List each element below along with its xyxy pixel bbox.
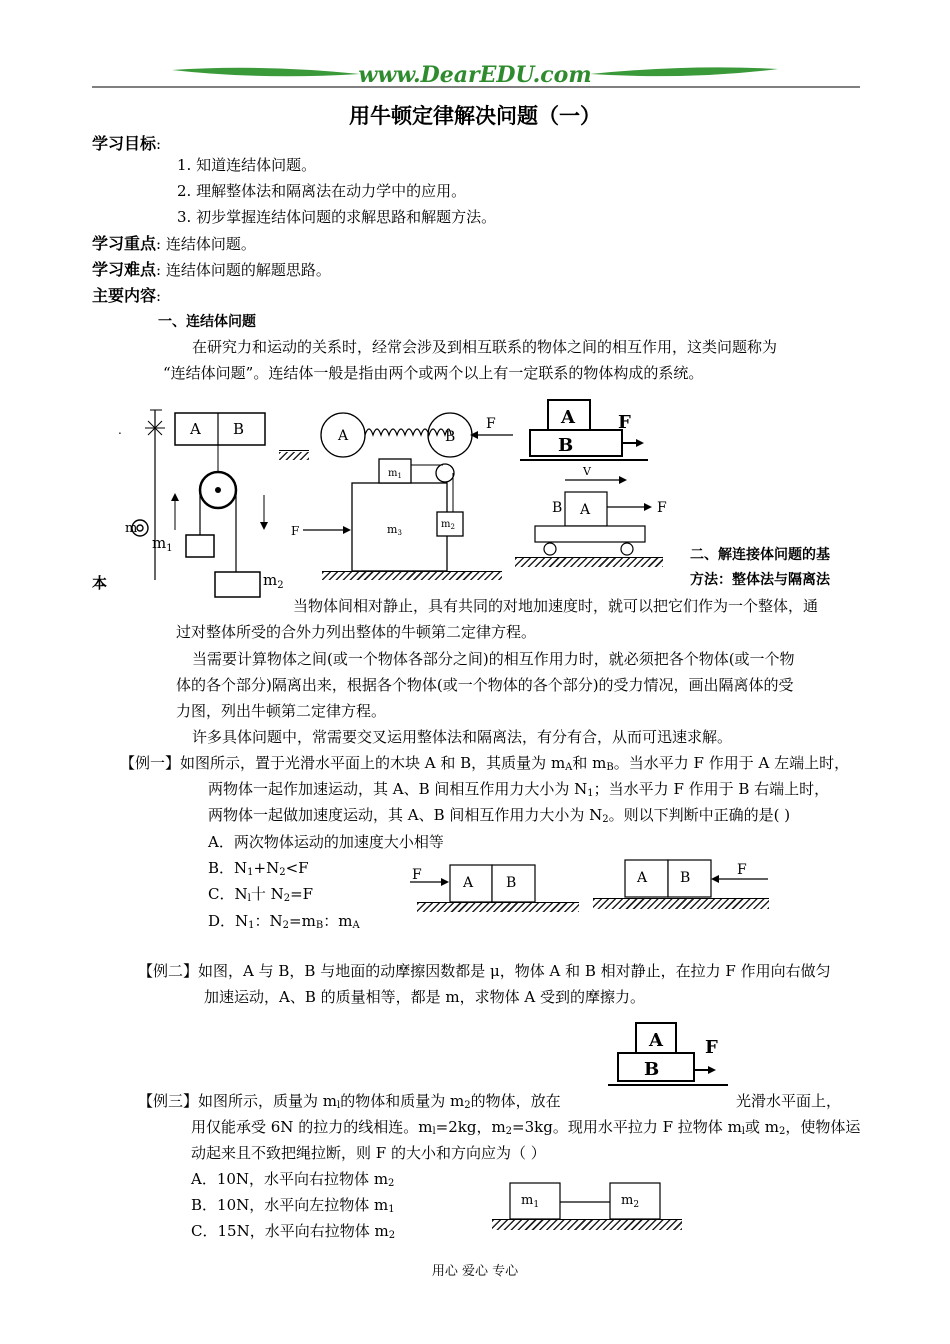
example1-line3: 两物体一起做加速度运动，其 A、B 间相互作用力大小为 $N_2$。则以下判断中正确的是( )	[208, 806, 791, 825]
example1-fig-right	[620, 857, 800, 902]
cart-figure	[520, 465, 680, 565]
logo-swoosh-right	[590, 67, 778, 76]
m3-ground	[322, 572, 502, 580]
stack-figure	[518, 398, 668, 468]
svg-text:m2: $m_2$	[441, 519, 455, 531]
section1-para-line1: 在研究力和运动的关系时，经常会涉及到相互联系的物体之间的相互作用，这类问题称为	[192, 338, 778, 356]
svg-text:m2: $m_2$	[263, 571, 284, 591]
section2-p3: 许多具体问题中，常需要交叉运用整体法和隔离法，有分有合，从而可迅速求解。	[192, 728, 733, 746]
objective-1: 1. 知道连结体问题。	[177, 156, 317, 174]
svg-text:B: B	[506, 875, 517, 891]
section1-heading: 一、连结体问题	[158, 314, 256, 330]
pulley-stray-m: m	[125, 521, 138, 536]
main-content-row: 主要内容:	[92, 286, 162, 305]
key-point-text: : 连结体问题。	[156, 235, 256, 253]
cart-wheel-left	[544, 543, 556, 555]
example3-option-c: C．15N，水平向右拉物体 $m_2$	[191, 1222, 396, 1241]
example1-option-b: B．$N_1+N_2<F$	[208, 859, 309, 878]
svg-text:A: A	[338, 428, 349, 444]
svg-text:B: B	[558, 435, 574, 456]
example3-line3: 动起来且不致把绳拉断，则 F 的大小和方向应为（ ）	[191, 1144, 546, 1162]
section2-p1-line1: 当物体间相对静止，具有共同的对地加速度时，就可以把它们作为一个整体，通	[293, 597, 819, 615]
example3-line1: 【例三】如图所示，质量为 $m_l$的物体和质量为 $m_2$的物体，放在	[138, 1092, 561, 1111]
svg-text:B: B	[445, 429, 456, 445]
svg-text:.: .	[118, 423, 122, 437]
ex3-ground	[492, 1220, 682, 1230]
svg-text:m1: $m_1$	[152, 534, 173, 554]
cart-wheel-right	[621, 543, 633, 555]
svg-text:m1: $m_1$	[521, 1193, 540, 1210]
section2-heading-line2: 方法：整体法与隔离法	[690, 572, 830, 588]
svg-text:m3: m3	[387, 523, 402, 537]
svg-text:F: F	[737, 862, 747, 878]
header-logo	[0, 0, 950, 100]
example2-fig	[608, 1020, 758, 1090]
example3-line1-end: 光滑水平面上，	[736, 1092, 842, 1110]
mass-m2	[215, 572, 260, 597]
cart-body	[535, 526, 645, 542]
svg-text:F: F	[412, 867, 422, 883]
objectives-label-row: 学习目标:	[92, 134, 162, 153]
spring-figure	[318, 410, 518, 460]
objective-2: 2. 理解整体法和隔离法在动力学中的应用。	[177, 182, 467, 200]
difficulty-row	[92, 257, 331, 283]
svg-text:A: A	[580, 502, 591, 518]
svg-text:B: B	[680, 870, 691, 886]
example2-line2: 加速运动，A、B 的质量相等，都是 m，求物体 A 受到的摩擦力。	[204, 988, 645, 1006]
pulley-block-a	[175, 413, 265, 445]
pulley-label-b: B	[233, 420, 245, 438]
key-point-row	[92, 231, 256, 257]
ex1-right-ground	[593, 899, 769, 909]
svg-text:F: F	[705, 1037, 718, 1058]
svg-text:V: V	[583, 465, 591, 478]
svg-text:B: B	[552, 500, 563, 516]
example1-tag: 【例一】	[120, 754, 181, 772]
stack-block-b	[530, 430, 622, 456]
footer-text: 用心 爱心 专心	[431, 1264, 519, 1279]
example2-line1: 【例二】如图，A 与 B，B 与地面的动摩擦因数都是 μ，物体 A 和 B 相对静止，在拉力 F 作用向右做匀	[138, 962, 831, 980]
example3-option-b: B．10N，水平向左拉物体 $m_1$	[191, 1196, 395, 1215]
key-point-label: 学习重点	[92, 234, 157, 253]
example3-line2: 用仅能承受 6N 的拉力的线相连。$m_l=2kg$，$m_2=3kg$。现用水平拉力 F 拉物体 $m_l$或 $m_2$，使物体运	[191, 1118, 861, 1137]
section2-p2-line2: 体的各个部分)隔离出来，根据各个物体(或一个物体的各个部分)的受力情况，画出隔离体的受	[176, 676, 794, 694]
svg-text:m1: $m_1$	[388, 468, 402, 480]
example2-tag: 【例二】	[138, 962, 199, 980]
example1-option-d: D．$N_1$：$N_2=m_B$：$m_A$	[208, 912, 360, 931]
svg-text:A: A	[561, 407, 575, 428]
stray-char: 本	[92, 574, 108, 592]
example3-option-a: A．10N，水平向右拉物体 $m_2$	[191, 1170, 395, 1189]
example3-tag: 【例三】	[138, 1092, 199, 1110]
svg-text:A: A	[637, 870, 648, 886]
section2-p1-line2: 过对整体所受的合外力列出整体的牛顿第二定律方程。	[176, 623, 537, 641]
section2-heading-line1: 二、解连接体问题的基	[690, 547, 830, 563]
main-content-label: 主要内容	[92, 286, 157, 305]
objectives-label: 学习目标	[92, 134, 157, 153]
section1-para-line2: “连结体问题”。连结体一般是指由两个或两个以上有一定联系的物体构成的系统。	[163, 364, 704, 382]
example1-option-c: C．$N_l$十 $N_2=F$	[208, 885, 314, 904]
example1-option-a: A．两次物体运动的加速度大小相等	[208, 833, 444, 851]
svg-text:B: B	[644, 1059, 660, 1080]
svg-text:F: F	[618, 412, 631, 433]
logo-swoosh-left	[172, 68, 360, 77]
svg-text:F: F	[657, 500, 667, 516]
example1-line1: 【例一】如图所示，置于光滑水平面上的木块 A 和 B，其质量为 $m_A$和 $m_B$。当水平力 F 作用于 A 左端上时，	[120, 754, 850, 773]
block-m3	[352, 483, 447, 571]
sparkle-icon	[145, 418, 165, 438]
pulley-label-a: A	[190, 420, 201, 438]
section2-p2-line1: 当需要计算物体之间(或一个物体各部分之间)的相互作用力时，就必须把各个物体(或一个物	[192, 650, 795, 668]
ex1-left-ground	[417, 903, 579, 912]
cart-ground	[515, 558, 663, 567]
svg-text:F: F	[486, 416, 496, 432]
difficulty-text: : 连结体问题的解题思路。	[156, 261, 331, 279]
logo-text: www.DearEDU.com	[358, 62, 592, 88]
objective-3: 3. 初步掌握连结体问题的求解思路和解题方法。	[177, 208, 497, 226]
svg-text:A: A	[463, 875, 474, 891]
example1-line2: 两物体一起作加速运动，其 A、B 间相互作用力大小为 $N_1$；当水平力 F 作用于 B 右端上时，	[208, 780, 830, 799]
section2-p2-line3: 力图，列出牛顿第二定律方程。	[176, 702, 387, 720]
difficulty-label: 学习难点	[92, 260, 157, 279]
svg-text:F: F	[291, 524, 300, 538]
block-m3-figure	[287, 455, 497, 575]
svg-text:m2: $m_2$	[621, 1193, 640, 1210]
mass-m1	[186, 535, 214, 557]
page-title: 用牛顿定律解决问题（一）	[349, 104, 601, 128]
svg-text:A: A	[649, 1030, 663, 1051]
corner-pulley	[436, 464, 454, 482]
